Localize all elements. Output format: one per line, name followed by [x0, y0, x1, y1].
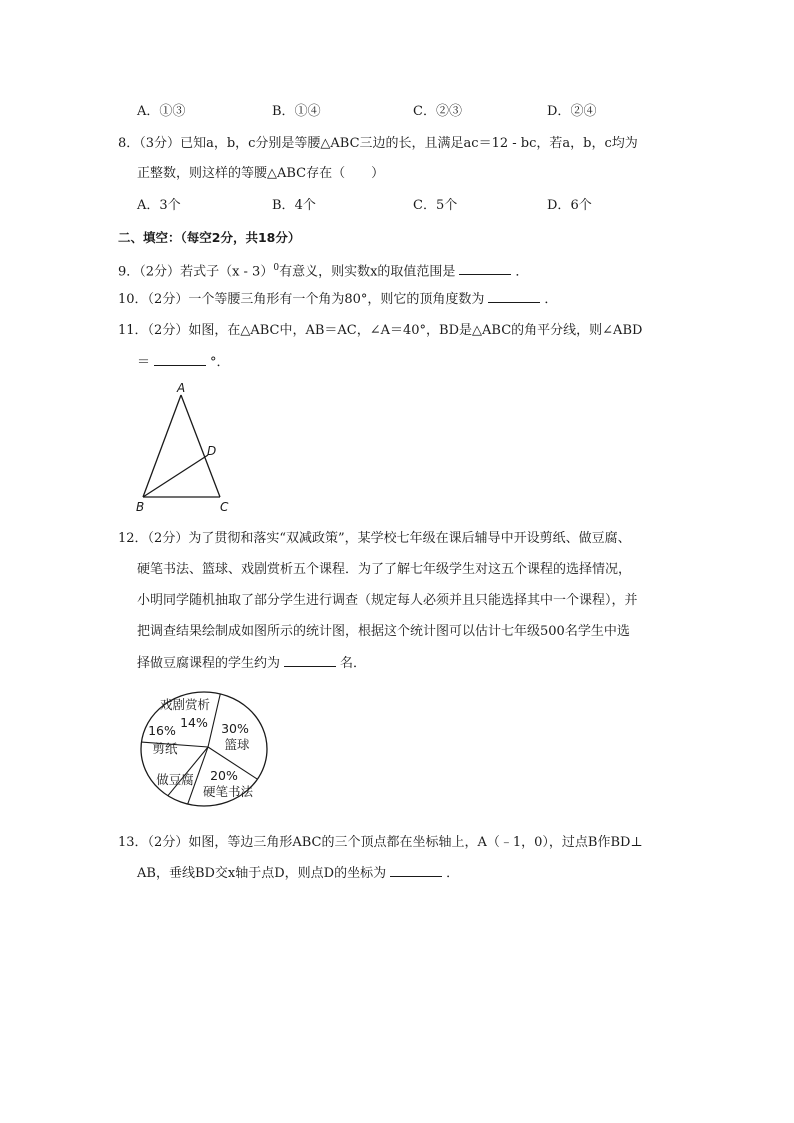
q8-option-b: B．4个: [272, 198, 316, 213]
slice-pct-papercut: 16%: [148, 723, 176, 738]
q8-stem-line2: 正整数，则这样的等腰△ABC存在（ ）: [137, 166, 385, 181]
slice-label-drama: 戏剧赏析: [159, 697, 211, 712]
section-heading: 二、填空：（每空2分，共18分）: [118, 230, 301, 245]
label-c: C: [220, 500, 229, 514]
q13-line1: 13．（2分）如图，等边三角形ABC的三个顶点都在坐标轴上，A（﹣1，0），过点B作BD⊥: [118, 835, 643, 850]
q13-answer-blank[interactable]: [390, 864, 442, 877]
label-a: A: [177, 381, 186, 395]
q7-option-b: B．①④: [272, 104, 321, 119]
slice-pct-calligraphy: 20%: [210, 768, 238, 783]
slice-pct-drama: 14%: [180, 715, 208, 730]
slice-label-tofu: 做豆腐: [156, 772, 194, 787]
slice-pct-basketball: 30%: [221, 721, 249, 736]
q7-option-a: A．①③: [137, 104, 186, 119]
q10: 10．（2分）一个等腰三角形有一个角为80°，则它的顶角度数为 ．: [118, 292, 558, 307]
q9-exponent: 0: [273, 263, 280, 273]
q7-option-c: C．②③: [413, 104, 462, 119]
q8-score: （3分）: [139, 136, 181, 151]
q8-option-a: A．3个: [137, 198, 181, 213]
q12-line5: 择做豆腐课程的学生约为 名．: [137, 656, 367, 671]
q8-option-c: C．5个: [413, 198, 458, 213]
q7-option-d: D．②④: [547, 104, 597, 119]
q12-line1: 12．（2分）为了贯彻和落实“双减政策”，某学校七年级在课后辅导中开设剪纸、做豆腐、: [118, 531, 631, 546]
q11-answer-blank[interactable]: [154, 353, 206, 366]
q11-line2: ＝ °．: [137, 355, 230, 370]
q9-answer-blank[interactable]: [459, 262, 511, 275]
q9: 9．（2分）若式子（x - 3）$^0$有意义，则实数x的取值范围是 ．: [118, 263, 529, 280]
q10-answer-blank[interactable]: [488, 290, 540, 303]
q12-line3: 小明同学随机抽取了部分学生进行调查（规定每人必须并且只能选择其中一个课程），并: [137, 593, 638, 608]
course-pie-chart: [138, 688, 270, 810]
q11-triangle-figure: [130, 378, 240, 518]
label-b: B: [136, 500, 145, 514]
q8-number: 8．: [118, 136, 140, 151]
q8-stem-line1: [118, 135, 638, 153]
q12-line4: 把调查结果绘制成如图所示的统计图，根据这个统计图可以估计七年级500名学生中选: [137, 624, 630, 639]
q8-text1: 已知a，b，c分别是等腰△ABC三边的长，且满足ac＝12 - bc，若a，b，c均为: [180, 136, 638, 151]
label-d: D: [207, 444, 217, 458]
slice-label-papercut: 剪纸: [152, 741, 178, 756]
q12-answer-blank[interactable]: [284, 654, 336, 667]
q11-line1: 11．（2分）如图，在△ABC中，AB＝AC，∠A＝40°，BD是△ABC的角平分线，则∠ABD: [118, 323, 643, 338]
segment-bd: [143, 455, 208, 497]
slice-label-calligraphy: 硬笔书法: [202, 784, 254, 799]
q13-line2: AB，垂线BD交x轴于点D，则点D的坐标为 ．: [137, 866, 460, 881]
side-ab: [143, 395, 181, 497]
q8-option-d: D．6个: [547, 198, 592, 213]
q12-line2: 硬笔书法、篮球、戏剧赏析五个课程．为了了解七年级学生对这五个课程的选择情况，: [137, 562, 632, 577]
slice-label-basketball: 篮球: [224, 737, 250, 752]
